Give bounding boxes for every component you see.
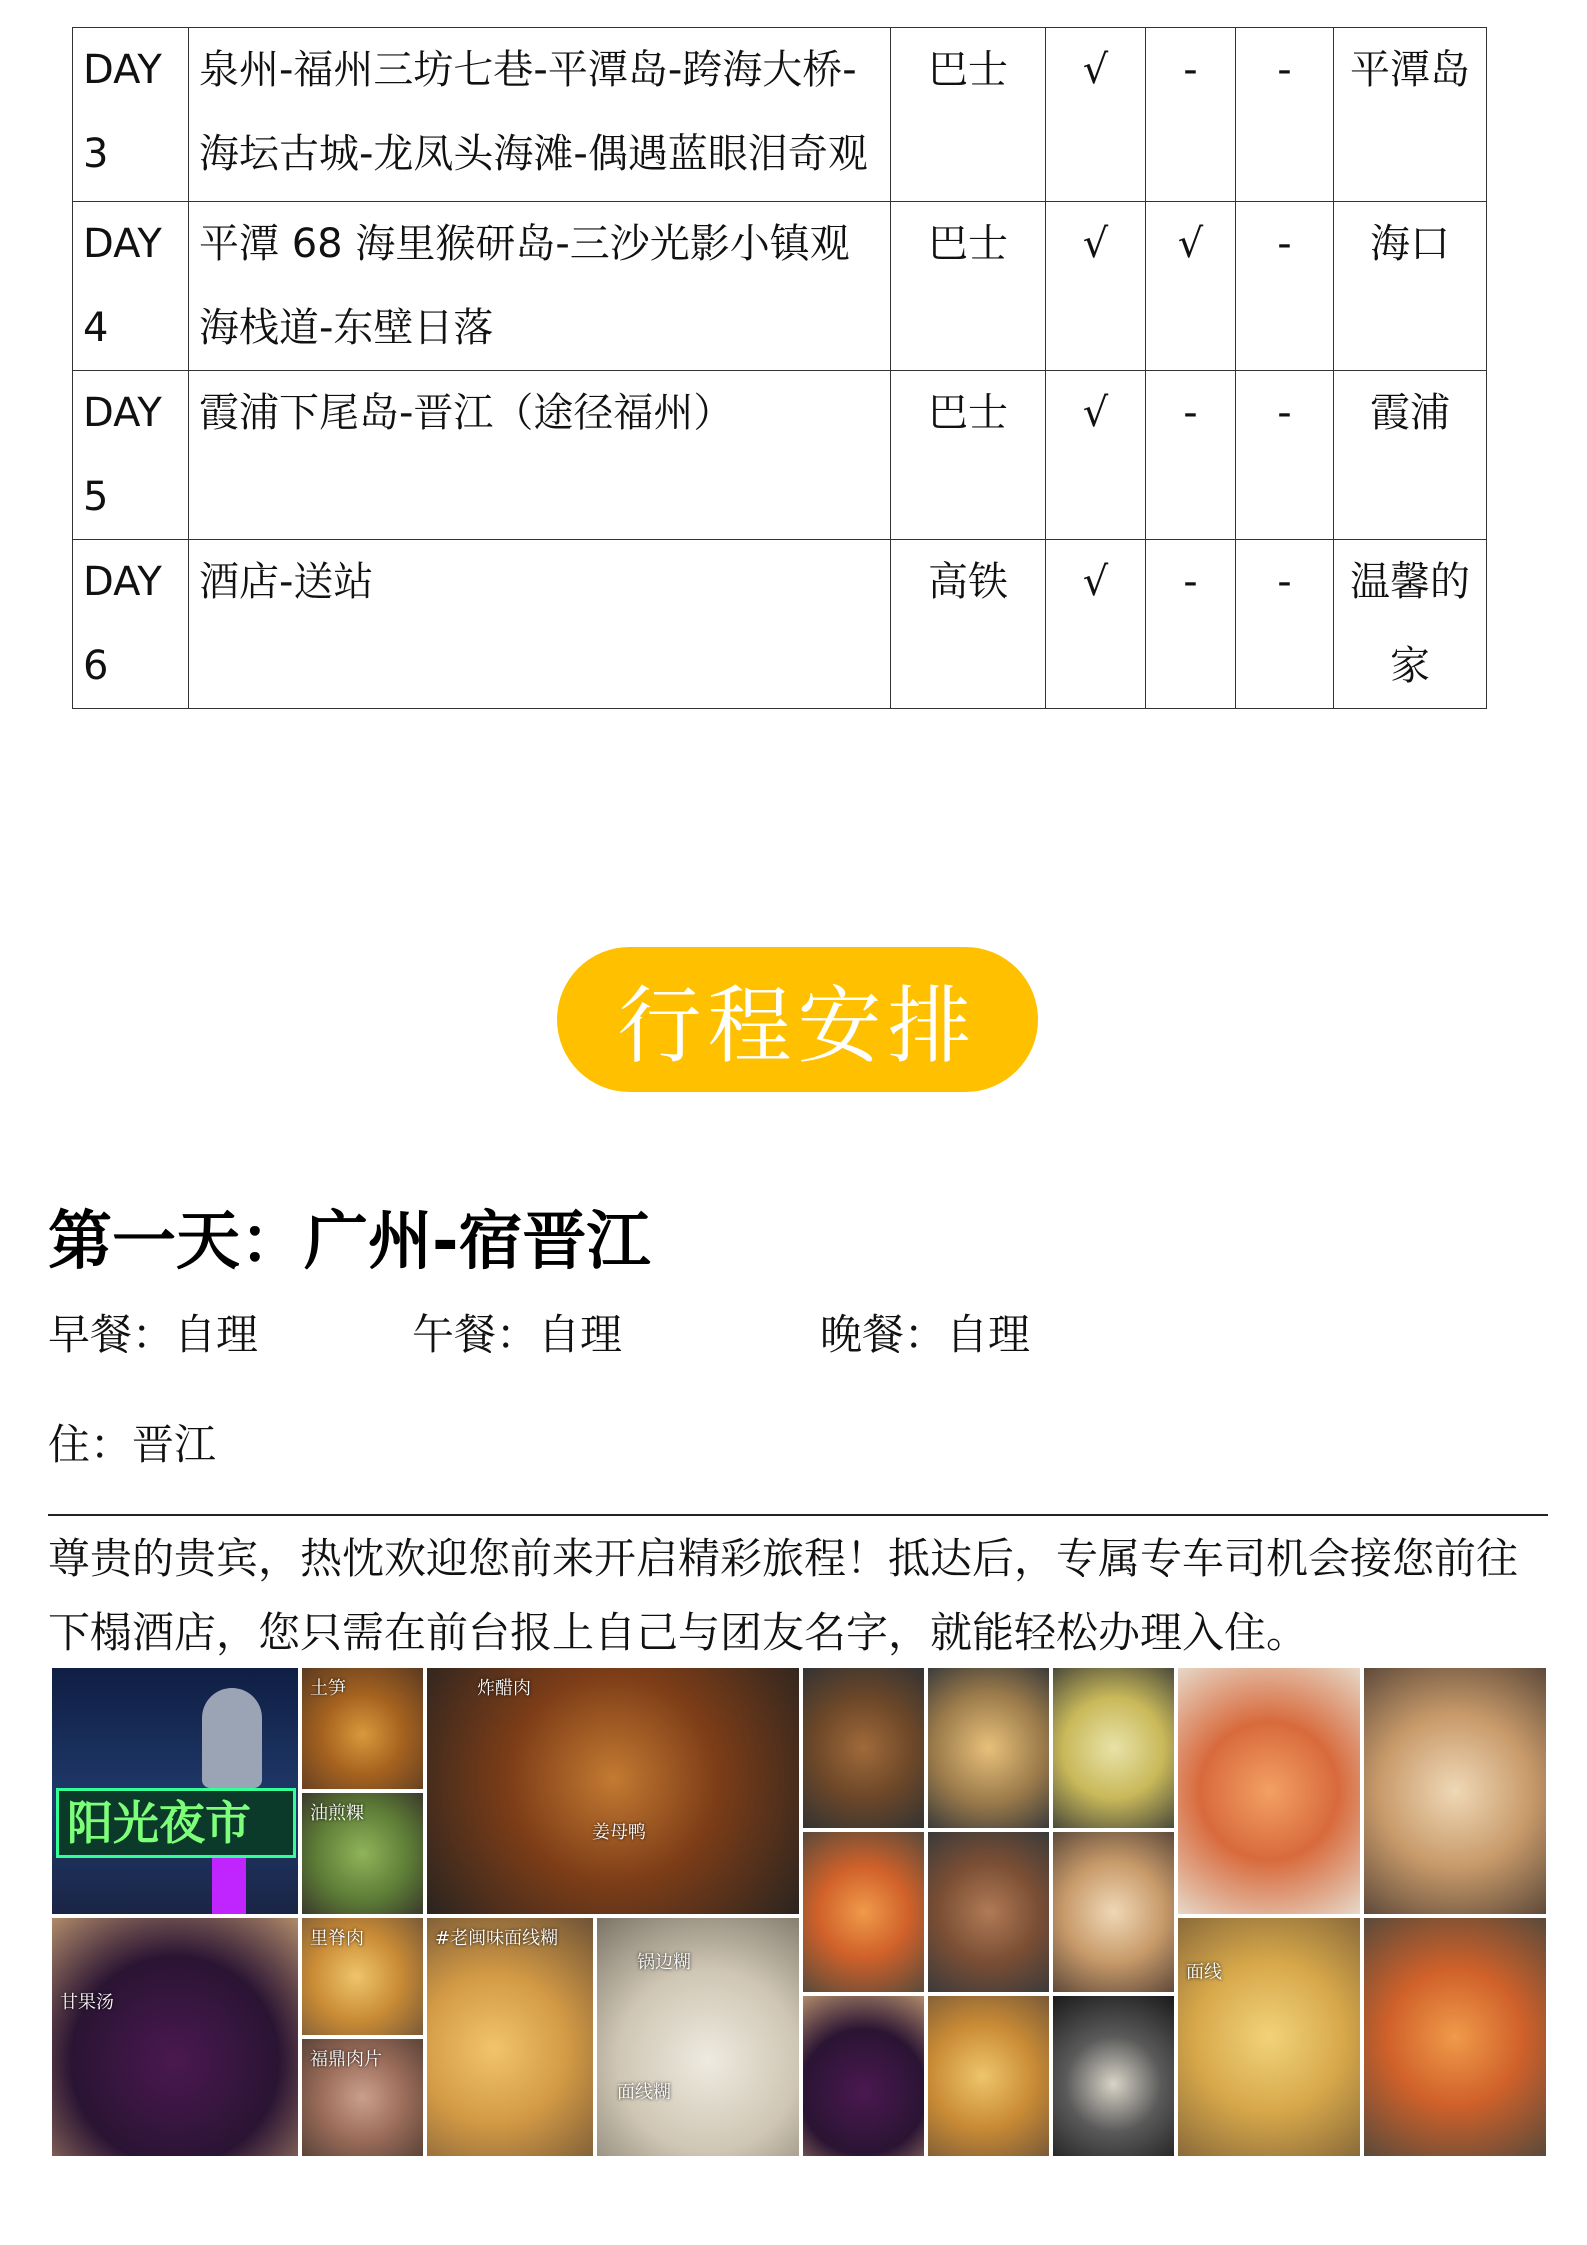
breakfast-cell: √	[1046, 371, 1146, 540]
photo-caption: 福鼎肉片	[310, 2049, 382, 2070]
food-photo	[1362, 1916, 1548, 2158]
photo-caption: 炸醋肉	[477, 1678, 531, 1699]
food-photo	[1051, 1666, 1176, 1830]
neon-sign-shape	[212, 1858, 246, 1916]
drink-photo	[50, 1916, 300, 2158]
day-cell: DAY6	[73, 540, 189, 709]
breakfast-cell: √	[1046, 28, 1146, 202]
statue-shape	[202, 1688, 262, 1788]
photo-caption: 里脊肉	[310, 1928, 364, 1949]
food-photo	[1176, 1916, 1362, 2158]
day-cell: DAY5	[73, 371, 189, 540]
dinner-info: 晚餐：自理	[820, 1310, 1031, 1359]
food-photo	[300, 1666, 425, 1791]
route-cell: 酒店-送站	[189, 540, 891, 709]
photo-caption: 面线糊	[617, 2082, 671, 2103]
food-photo	[1362, 1666, 1548, 1916]
table-row	[73, 202, 1487, 371]
day-cell: DAY4	[73, 202, 189, 371]
food-photo-collage	[50, 1666, 1548, 2158]
lunch-info: 午餐：自理	[412, 1310, 623, 1359]
photo-caption: 油煎粿	[310, 1803, 364, 1824]
food-photo	[926, 1830, 1051, 1994]
lunch-cell: -	[1146, 28, 1236, 202]
transport-cell: 巴士	[891, 371, 1046, 540]
route-cell: 泉州-福州三坊七巷-平潭岛-跨海大桥-海坛古城-龙凤头海滩-偶遇蓝眼泪奇观	[189, 28, 891, 202]
stay-cell: 平潭岛	[1334, 28, 1487, 202]
food-photo	[1176, 1666, 1362, 1916]
itinerary-table	[72, 27, 1487, 709]
breakfast-cell: √	[1046, 202, 1146, 371]
food-photo	[801, 1830, 926, 1994]
breakfast-info: 早餐：自理	[48, 1310, 259, 1359]
table-row	[73, 371, 1487, 540]
stay-cell: 温馨的家	[1334, 540, 1487, 709]
day-cell: DAY3	[73, 28, 189, 202]
section-title: 行程安排	[617, 977, 978, 1075]
food-photo	[300, 2037, 425, 2158]
route-cell: 霞浦下尾岛-晋江（途径福州）	[189, 371, 891, 540]
photo-caption: #老闽味面线糊	[435, 1928, 559, 1949]
dinner-cell: -	[1236, 540, 1334, 709]
day-title: 第一天：广州-宿晋江	[48, 1205, 651, 1279]
food-photo	[801, 1666, 926, 1830]
photo-caption: 甘果汤	[60, 1992, 114, 2013]
food-photo	[300, 1916, 425, 2037]
dinner-cell: -	[1236, 371, 1334, 540]
food-photo	[926, 1666, 1051, 1830]
night-market-sign: 阳光夜市	[56, 1788, 296, 1858]
food-photo	[425, 1666, 801, 1916]
food-photo	[595, 1916, 801, 2158]
day-intro-paragraph: 尊贵的贵宾，热忱欢迎您前来开启精彩旅程！抵达后，专属专车司机会接您前往下榻酒店，您只需在前台报上自己与团友名字，就能轻松办理入住。	[48, 1534, 1519, 1657]
food-photo	[425, 1916, 595, 2158]
breakfast-cell: √	[1046, 540, 1146, 709]
transport-cell: 巴士	[891, 28, 1046, 202]
route-cell: 平潭 68 海里猴研岛-三沙光影小镇观海栈道-东壁日落	[189, 202, 891, 371]
lunch-cell: √	[1146, 202, 1236, 371]
table-row	[73, 28, 1487, 202]
section-title-badge	[557, 947, 1038, 1092]
transport-cell: 巴士	[891, 202, 1046, 371]
food-photo	[1051, 1994, 1176, 2158]
divider	[48, 1514, 1548, 1516]
stay-cell: 海口	[1334, 202, 1487, 371]
stay-info: 住：晋江	[48, 1420, 217, 1469]
food-photo	[926, 1994, 1051, 2158]
stay-cell: 霞浦	[1334, 371, 1487, 540]
food-photo	[801, 1994, 926, 2158]
food-photo	[300, 1791, 425, 1916]
lunch-cell: -	[1146, 540, 1236, 709]
night-market-photo	[50, 1666, 300, 1916]
transport-cell: 高铁	[891, 540, 1046, 709]
photo-caption: 姜母鸭	[592, 1822, 646, 1843]
photo-caption: 土笋	[310, 1678, 346, 1699]
photo-caption: 锅边糊	[637, 1952, 691, 1973]
food-photo	[1051, 1830, 1176, 1994]
dinner-cell: -	[1236, 28, 1334, 202]
photo-caption: 面线	[1186, 1962, 1222, 1983]
dinner-cell: -	[1236, 202, 1334, 371]
lunch-cell: -	[1146, 371, 1236, 540]
table-row	[73, 540, 1487, 709]
